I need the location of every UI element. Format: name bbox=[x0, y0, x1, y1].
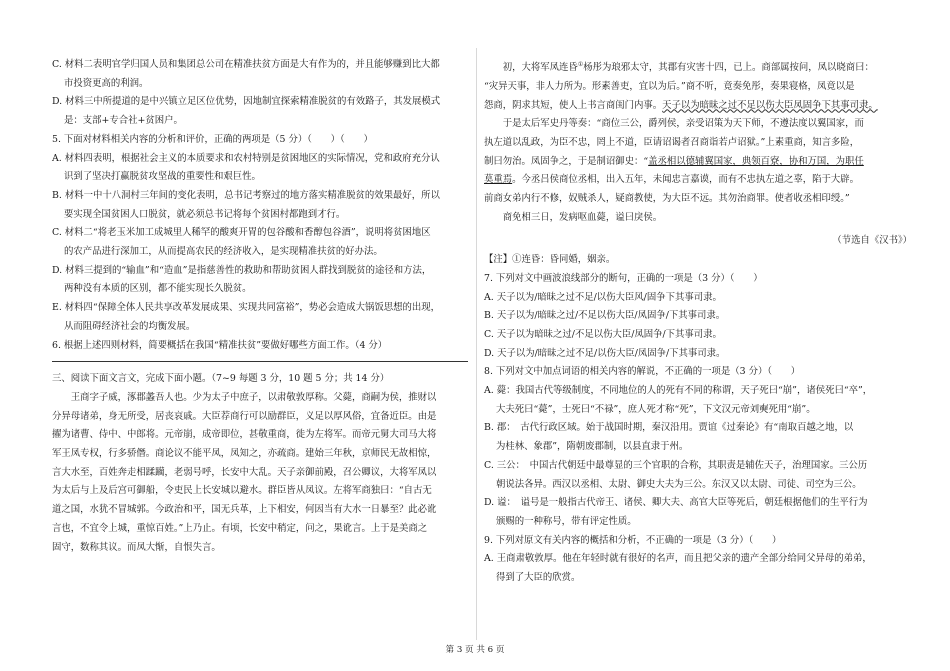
passage-line: 言大水至，百姓奔走相蹂躏，老弱号呼，长安中大乱。天子亲御前殿，召公卿议，大将军凤以 bbox=[52, 466, 437, 478]
question-5: 5. 下面对材料相关内容的分析和评价，正确的两项是（5 分）（ ）（ ） bbox=[52, 133, 373, 145]
passage-line: 执左道以乱政，为臣不忠，罔上不道，臣请诏谒者召商诣若卢诏狱。”上素重商，知言多险， bbox=[484, 136, 860, 148]
text-line: 的农产品进行深加工，从而提高农民的经济收入，是实现精准扶贫的好办法。 bbox=[64, 246, 383, 258]
text-line: 识到了坚决打赢脱贫攻坚战的重要性和艰巨性。 bbox=[64, 171, 261, 183]
question-6: 6. 根据上述四则材料，简要概括在我国“精准扶贫”要做好哪些方面工作。（4 分） bbox=[52, 339, 388, 351]
passage-line: 道之国，水犹不冒城郭。今政治和平，国无兵革，上下相安，何因当有大水一日暴至？此必讹 bbox=[52, 504, 437, 516]
passage-line: 为太后与上及后宫可御船，令吏民上长安城以避水。群臣皆从凤议。左将军商独曰：“自古无 bbox=[52, 485, 432, 497]
passage-line bbox=[484, 171, 912, 190]
page-number: 第 3 页 共 6 页 bbox=[445, 645, 505, 655]
text-line: 两种没有本质的区别，都不能实现长久脱贫。 bbox=[64, 283, 252, 295]
passage-line bbox=[484, 153, 912, 172]
text-line: 市投资更高的利润。 bbox=[64, 77, 149, 89]
passage-text: 。今丞吕侯商位丞相，出入五年，未闻忠言嘉谟，而有不忠执左道之辜，陷于大辟。 bbox=[512, 174, 860, 186]
text-line: D. 材料三提到的“输血”和“造血”是指慈善性的救助和帮助贫困人群找到脱贫的途径和方法， bbox=[52, 264, 432, 276]
question-7: 7. 下列对文中画波浪线部分的断句，正确的一项是（3 分）（ ） bbox=[484, 272, 763, 284]
option-line: A. 王商肃敬敦厚。他在年轻时就有很好的名声，而且把父亲的遗产全部分给同父异母的弟弟， bbox=[484, 553, 872, 565]
passage-text: 杨彤为琅邪太守，其郡有灾害十四，已上。商部属按问，凤以晓商曰： bbox=[583, 62, 874, 74]
option-line: C. 三公： 中国古代朝廷中最尊显的三个官职的合称，其职责是辅佐天子，治理国家。三公历 bbox=[484, 459, 868, 471]
note-marker: ① bbox=[577, 61, 584, 68]
underlined-text: 盖丞相以德辅翼国家，典领百寮，协和万国，为职任 bbox=[648, 155, 864, 167]
left-column bbox=[52, 56, 468, 557]
option-line: B. 郡： 古代行政区域。始于战国时期，秦汉沿用。贾谊《过秦论》有“南取百越之地，以 bbox=[484, 422, 854, 434]
option-line: D. 天子以为/暗昧之过不足/以伤大臣/凤固争/下其事司隶。 bbox=[484, 347, 726, 359]
passage-line: 王商字子威，涿郡蠡吾人也。少为太子中庶子，以肃敬敦厚称。父薨，商嗣为侯，推财以 bbox=[70, 391, 437, 403]
text-line: C. 材料二表明官学归国人员和集团总公司在精准扶贫方面是大有作为的，并且能够赚到比大都 bbox=[52, 59, 440, 70]
passage-line bbox=[484, 56, 912, 78]
passage-line: 军王凤专权，行多骄僭。商论议不能平凤，凤知之，亦疏商。建始三年秋，京师民无故相惊， bbox=[52, 448, 437, 460]
question-9: 9. 下列对原文有关内容的概括和分析，不正确的一项是（3 分）（ ） bbox=[484, 534, 782, 546]
option-line: A. 天子以为/暗昧之过不足/以伤大臣风/固争下其事司隶。 bbox=[484, 291, 722, 303]
column-divider bbox=[476, 48, 477, 640]
section-3-title: 三、阅读下面文言文，完成下面小题。（7~9 每题 3 分，10 题 5 分；共 14 分） bbox=[52, 373, 390, 385]
passage-line: “灾异天事，非人力所为。形素善吏，宜以为后。”商不听，竟奏免彤，奏果寝格，凤竟以是 bbox=[484, 80, 855, 92]
option-line: C. 天子以为暗昧之过/不足以伤大臣/凤固争/下其事司隶。 bbox=[484, 328, 722, 340]
passage-line bbox=[484, 97, 912, 116]
wavy-underlined-text: 天子以为暗昧之过不足以伤大臣凤固争下其事司隶。 bbox=[662, 99, 878, 111]
option-line: 颁赐的一种称号，带有评定性质。 bbox=[496, 516, 637, 527]
passage-line: 擢为诸曹、侍中、中郎将。元帝崩，成帝即位，甚敬重商，徙为左将军。而帝元舅大司马大将 bbox=[52, 429, 437, 441]
text-line: 要实现全国贫困人口脱贫，就必须总书记将每个贫困村都跑到才行。 bbox=[64, 208, 346, 220]
passage-line: 分异母诸弟，身无所受，居丧哀戚。大臣荐商行可以励群臣，义足以厚风俗，宜备近臣。由是 bbox=[52, 410, 437, 422]
underlined-text: 莫重焉 bbox=[484, 174, 513, 186]
section-divider bbox=[52, 361, 468, 362]
passage-line: 于是太后军史丹等奏：“商位三公，爵列侯，亲受诏策为天下师，不遵法度以翼国家，而 bbox=[502, 118, 864, 130]
annotation-note: 【注】①连昏：昏同婚，姻亲。 bbox=[484, 254, 616, 266]
option-line: D. 谥： 谥号是一般指古代帝王、诸侯、卿大夫、高官大臣等死后，朝廷根据他们的生平行为 bbox=[484, 497, 868, 509]
text-line: A. 材料四表明，根据社会主义的本质要求和农村特别是贫困地区的实际情况，党和政府充分认 bbox=[52, 152, 440, 164]
passage-text: 初，大将军凤连昏 bbox=[502, 62, 578, 74]
question-8: 8. 下列对文中加点词语的相关内容的解说，不正确的一项是（3 分）（ ） bbox=[484, 366, 801, 378]
text-line: 从而阻碍经济社会的均衡发展。 bbox=[64, 320, 196, 332]
option-line: 为桂林、象郡”，隋朝废郡制，以县直隶于州。 bbox=[496, 441, 689, 453]
passage-line: 言也，不宜令上城，重惊百姓。”上乃止。有顷，长安中稍定，问之，果讹言。上于是美商之 bbox=[52, 522, 428, 534]
text-line: E. 材料四“保障全体人民共享改革发展成果、实现共同富裕”，势必会造成大锅饭思想的出现， bbox=[52, 302, 441, 314]
passage-line: 前商女弟内行不修，奴贼杀人，疑商教使，为大臣不远。其勿治商罪。使者收丞相印绶。” bbox=[484, 193, 850, 205]
option-line: B. 天子以为/暗昧之过/不足以伤大臣/凤固争/下其事司隶。 bbox=[484, 310, 726, 322]
text-line: 是：支部+专合社+贫困户。 bbox=[64, 115, 183, 127]
passage-text: 怨商，阴求其短，使人上书言商闺门内事。 bbox=[484, 99, 663, 111]
option-line: 朝说法各异。西汉以丞相、太尉、御史大夫为三公。东汉又以太尉、司徒、司空为三公。 bbox=[496, 478, 862, 490]
passage-line: 商免相三日，发病呕血薨，谥曰戾侯。 bbox=[502, 211, 663, 223]
passage-text: 制曰勿治。凤固争之，于是制诏御史：“ bbox=[484, 155, 649, 167]
option-line: 大夫死曰“薨”，士死曰“不禄”，庶人死才称“死”，下文汉元帝刘奭死用“崩”。 bbox=[496, 403, 816, 415]
option-line: 得到了大臣的欣赏。 bbox=[496, 572, 581, 584]
text-line: D. 材料三中所提道的是中兴镇立足区位优势，因地制宜探索精准脱贫的有效路子，其发展模式 bbox=[52, 96, 441, 108]
option-line: A. 薨：我国古代等级制度，不同地位的人的死有不同的称谓，天子死曰“崩”，诸侯死曰“卒”， bbox=[484, 385, 873, 397]
right-column bbox=[484, 56, 912, 588]
text-line: C. 材料二“将老玉米加工成城里人稀罕的酸爽开胃的包谷酸和香醇包谷酒”，说明将贫困地区 bbox=[52, 227, 431, 239]
text-line: B. 材料一中十八洞村三年间的变化表明，总书记考察过的地方落实精准脱贫的效果最好，所以 bbox=[52, 189, 440, 201]
passage-line: 固守，数称其议。而凤大惭，自恨失言。 bbox=[52, 541, 221, 553]
source-citation: （节选自《汉书》） bbox=[832, 235, 912, 247]
